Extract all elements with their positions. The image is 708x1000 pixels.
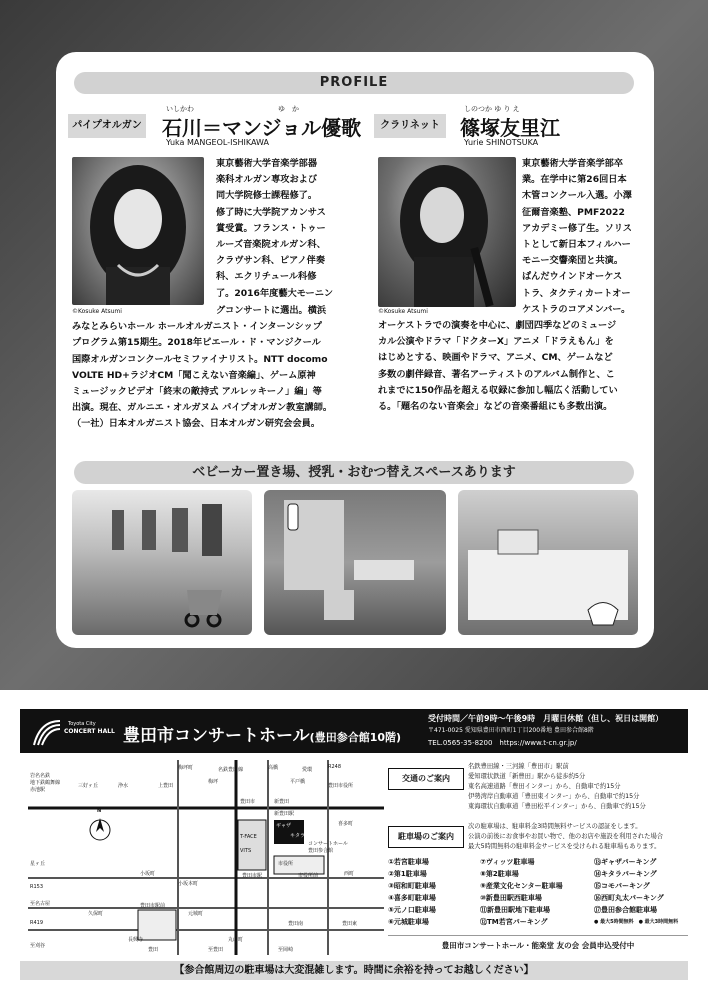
bio-line: ぱんだウインドオーケス: [522, 271, 623, 283]
role-label-clarinet: クラリネット: [374, 114, 446, 138]
map-label: 浄水: [118, 783, 129, 789]
clarinetist-bio-wide: [378, 318, 618, 415]
parking-item: ③昭和町駐車場: [388, 882, 436, 890]
map-label: 梅坪町: [178, 765, 194, 771]
parking-list-1: [388, 856, 436, 928]
map-label: 新豊田: [274, 799, 290, 805]
access-line: 伊勢湾岸自動車道「豊田東インター」から、自動車で約15分: [468, 793, 640, 800]
profile-card: [56, 52, 654, 648]
parking-item: ⑤元ノ口駐車場: [388, 906, 436, 914]
parking-legend: ● 最大5時間無料 ● 最大3時間無料: [594, 919, 679, 925]
map-label: 豊田参合館: [308, 848, 334, 854]
photo-credit: ©Kosuke Atsumi: [72, 308, 122, 315]
hall-name-sub: (豊田参合館10階): [309, 731, 402, 744]
performer-name: 篠塚友里江: [460, 116, 560, 140]
clarinetist-photo: [378, 157, 516, 307]
clarinetist-bio: [522, 156, 632, 318]
parking-item: ⑦ヴィッツ駐車場: [480, 858, 535, 866]
map-label: 至名古屋: [30, 901, 51, 907]
parking-warning: 【参合館周辺の駐車場は大変混雑します。時間に余裕を持ってお越しください】: [20, 961, 688, 980]
parking-item: ⑨産業文化センター駐車場: [480, 882, 563, 890]
parking-label: 駐車場のご案内: [388, 826, 464, 848]
parking-item: ⑰豊田参合館駐車場: [594, 906, 657, 914]
bio-line: トとして新日本フィルハー: [522, 239, 631, 251]
performer-roman-name: Yurie SHINOTSUKA: [464, 138, 539, 147]
access-text: [468, 762, 646, 812]
performer-roman-name: Yuka MANGEOL-ISHIKAWA: [166, 138, 269, 147]
bio-line: カル公演やドラマ「ドクターX」アニメ「ドラえもん」を: [378, 336, 614, 348]
map-label: 三好ヶ丘: [78, 783, 99, 789]
hall-name-main: 豊田市コンサートホール: [123, 726, 310, 746]
parking-item: ⑪新豊田駅地下駐車場: [480, 906, 550, 914]
bio-line: 賞受賞。フランス・トゥー: [216, 222, 326, 234]
facilities-header: ベビーカー置き場、授乳・おむつ替えスペースあります: [74, 461, 634, 484]
access-line: 名鉄豊田線・三河線「豊田市」駅前: [468, 763, 569, 770]
map-label: 元城町: [188, 911, 204, 917]
hall-contact: [428, 713, 663, 749]
logo-text-line2: CONCERT HALL: [64, 728, 115, 735]
map-label: 梅坪: [208, 779, 219, 785]
bio-line: 楽科オルガン専攻および: [216, 174, 318, 186]
map-label: 愛環: [302, 767, 313, 773]
parking-list-3: [594, 856, 678, 928]
map-label: 豊田東: [342, 921, 358, 927]
map-label: R419: [30, 920, 44, 926]
bio-line: る。「題名のない音楽会」などの音楽番組にも多数出演。: [378, 401, 613, 413]
access-info: [388, 760, 688, 955]
map-label: 上豊田: [158, 783, 174, 789]
map-label: 高橋: [268, 765, 279, 771]
map-label: コンサートホール: [308, 841, 348, 847]
friends-club-notice: 豊田市コンサートホール・能楽堂 友の会 会員申込受付中: [388, 935, 688, 951]
nursing-room-photo: [264, 490, 446, 635]
north-label: N: [97, 808, 102, 814]
access-line: 愛知環状鉄道「新豊田」駅から徒歩約5分: [468, 773, 586, 780]
bio-line: 了。2016年度藝大モーニン: [216, 287, 334, 299]
parking-item: ⑬ギャザパーキング: [594, 858, 657, 866]
access-map: [28, 760, 384, 955]
map-label: 豊田市駅: [242, 873, 263, 879]
map-label: 平戸橋: [290, 779, 306, 785]
parking-item: ①若宮駐車場: [388, 858, 429, 866]
bio-line: 科、エクリチュール科修: [216, 271, 317, 283]
map-label: 長興寺: [128, 937, 144, 943]
parking-item: ⑥元城駐車場: [388, 918, 429, 926]
bio-line: はじめとする、映画やドラマ、アニメ、CM、ゲームなど: [378, 352, 613, 364]
bio-line: 東京藝術大学音楽学部卒: [522, 158, 624, 169]
parking-item: ⑯西町丸太パーキング: [594, 894, 664, 902]
map-label: 市役所前: [298, 873, 319, 879]
bio-line: 業。在学中に第26回日本: [522, 174, 627, 186]
parking-item: ⑫TM若宮パーキング: [480, 918, 548, 926]
parking-item: ⑮コモパーキング: [594, 882, 650, 890]
bio-line: プログラム第15期生。2018年ピエール・ド・マンジクール: [72, 337, 321, 349]
bio-line: （一社）日本オルガニスト協会、日本オルガン研究会会員。: [72, 418, 321, 430]
map-label: 至岡崎: [278, 947, 294, 953]
opening-hours: 受付時間／午前9時～午後9時 月曜日休館（但し、祝日は開館）: [428, 714, 664, 723]
map-label: 小坂本町: [178, 881, 199, 887]
bio-line: 東京藝術大学音楽学部器: [216, 158, 318, 169]
bio-line: 同大学院修士課程修了。: [216, 190, 318, 202]
bio-line: 修了時に大学院アカンサス: [216, 206, 326, 218]
bio-line: ミュージックビデオ「終末の敵持式 アルレッキーノ」編」等: [72, 386, 322, 398]
map-label: T-FACE: [240, 834, 257, 840]
parking-item: ②第1駐車場: [388, 870, 427, 878]
bio-line: 多数の劇伴録音、著名アーティストのアルバム制作と、こ: [378, 368, 615, 380]
parking-item: ⑭キタラパーキング: [594, 870, 657, 878]
role-label-organ: パイプオルガン: [68, 114, 146, 138]
parking-text: [468, 822, 663, 852]
map-label: 岩名名鉄: [30, 773, 51, 779]
map-label: 豊田南: [288, 921, 304, 927]
hall-info-bar: [20, 709, 688, 753]
access-label: 交通のご案内: [388, 768, 464, 790]
map-label: 名鉄豊田線: [218, 767, 244, 773]
parking-line: 公演の前後にお食事やお買い物で、他のお店や施設を利用された場合: [468, 833, 664, 840]
bio-line: オーケストラでの演奏を中心に、劇団四季などのミュージ: [378, 320, 617, 331]
organist-photo: [72, 157, 204, 305]
map-label: ギャザ: [276, 823, 292, 829]
map-label: 豊田市役所: [328, 783, 354, 789]
map-label: 豊田: [148, 947, 159, 953]
parking-line: 次の駐車場は、駐車料金3時間無料サービスの認証をします。: [468, 823, 642, 830]
map-label: 新豊田駅: [274, 811, 295, 817]
map-label: R153: [30, 884, 44, 890]
bio-line: モニー交響楽団と共演。: [522, 255, 624, 267]
bio-line: 木管コンクール入選。小澤: [522, 190, 632, 202]
bio-line: VOLTE HD+ラジオCM「聞こえない音楽編」、ゲーム原神: [72, 369, 316, 381]
map-label: 至豊田: [208, 947, 224, 953]
organist-bio: [216, 156, 333, 302]
map-label: 久保町: [88, 911, 104, 917]
parking-line: 最大5時間無料の駐車料金サービスを受けられる駐車場もあります。: [468, 843, 661, 850]
bio-line: ケストラのコアメンバー。: [522, 303, 631, 315]
parking-item: ⑧第2駐車場: [480, 870, 519, 878]
bio-line: クラヴサン科、ピアノ伴奏: [216, 255, 326, 267]
map-label: キタラ: [290, 833, 305, 839]
organist-bio-wide: [72, 303, 332, 433]
map-label: 丸山町: [228, 937, 244, 943]
name-ruby: しのつか ゆ り え: [464, 105, 520, 113]
map-label: R248: [328, 764, 342, 770]
map-label: 地下鉄鶴舞線: [30, 780, 61, 786]
map-label: 市役所: [278, 861, 294, 867]
map-label: 小坂町: [140, 871, 156, 877]
map-label: 西町: [344, 871, 355, 877]
hall-name: [123, 721, 401, 746]
hall-address: 〒471-0025 愛知県豊田市西町1丁目200番地 豊田参合館8階: [428, 727, 594, 734]
map-label: 至刈谷: [30, 943, 46, 949]
bio-line: 出演。現在、ガルニエ・オルガヌム パイプオルガン教室講師。: [72, 402, 333, 414]
bio-line: 征爾音楽塾、PMF2022: [522, 206, 625, 218]
bio-line: ルーズ音楽院オルガン科、: [216, 239, 326, 251]
map-label: 喜多町: [338, 821, 354, 827]
map-label: 赤池駅: [30, 787, 46, 793]
map-label: 豊田市: [240, 799, 256, 805]
bio-line: みなとみらいホール ホールオルガニスト・インターンシップ: [72, 321, 322, 333]
map-roads: [28, 760, 384, 955]
parking-item: ⑩新豊田駅西駐車場: [480, 894, 542, 902]
hall-tel-url: TEL.0565-35-8200 https://www.t-cn.gr.jp/: [428, 739, 577, 747]
map-label: VITS: [240, 848, 252, 854]
map-label: 星ヶ丘: [30, 861, 46, 867]
access-line: 東海環状自動車道「豊田松平インター」から、自動車で約15分: [468, 803, 646, 810]
bio-line: れまでに150作品を超える収録に参加し幅広く活動してい: [378, 384, 618, 396]
bio-line: アカデミー修了生。ソリス: [522, 222, 632, 234]
bio-line: トラ、タクティカートオー: [522, 287, 631, 299]
performer-name: 石川＝マンジョル優歌: [162, 116, 362, 140]
stroller-area-photo: [72, 490, 252, 635]
bio-line: グコンサートに選出。横浜: [216, 305, 327, 316]
name-ruby: いしかわ ゆ か: [166, 105, 299, 113]
logo-text-line1: Toyota City: [68, 721, 96, 727]
bio-line: 国際オルガンコンクールセミファイナリスト。NTT docomo: [72, 353, 328, 365]
access-line: 東名高速道路「豊田インター」から、自動車で約15分: [468, 783, 621, 790]
parking-item: ④喜多町駐車場: [388, 894, 436, 902]
parking-list-2: [480, 856, 563, 928]
map-label: 豊田市駅前: [140, 903, 166, 909]
profile-header: PROFILE: [74, 72, 634, 94]
diaper-changing-photo: [458, 490, 638, 635]
photo-credit: ©Kosuke Atsumi: [378, 308, 428, 315]
